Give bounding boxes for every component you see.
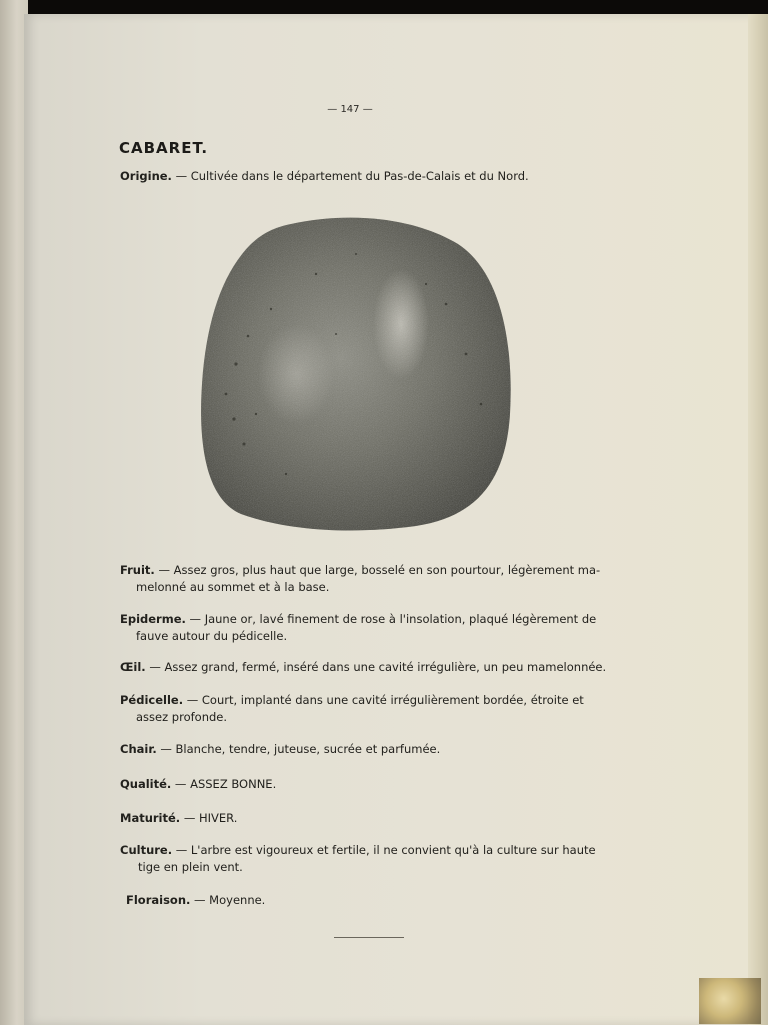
chair-label: Chair. <box>120 742 157 756</box>
fruit-line-1 <box>120 562 610 579</box>
oeil-text: — Assez grand, fermé, inséré dans une cavité irrégulière, un peu mamelonnée. <box>145 660 607 674</box>
epiderme-text-1: — Jaune or, lavé finement de rose à l'insolation, plaqué légèrement de <box>185 612 597 626</box>
epiderme-line-1 <box>120 611 610 628</box>
end-rule <box>334 937 404 938</box>
page-stack-edge <box>748 14 768 1025</box>
origin-text: — Cultivée dans le département du Pas-de-Calais et du Nord. <box>171 169 529 183</box>
maturite-line <box>120 810 610 827</box>
floraison-text: — Moyenne. <box>190 893 266 907</box>
epiderme-line-2: fauve autour du pédicelle. <box>136 629 288 643</box>
pedicelle-line-2: assez profonde. <box>136 710 228 724</box>
qualite-label: Qualité. <box>120 777 172 791</box>
origin-label: Origine. <box>120 169 172 183</box>
fruit-line-2: melonné au sommet et à la base. <box>136 580 330 594</box>
pedicelle-line-1 <box>120 692 610 709</box>
fruit-label: Fruit. <box>120 563 155 577</box>
chair-text: — Blanche, tendre, juteuse, sucrée et parfumée. <box>156 742 441 756</box>
oeil-line <box>120 659 610 676</box>
maturite-text: — HIVER. <box>180 811 238 825</box>
oeil-label: Œil. <box>120 660 146 674</box>
floraison-line <box>126 892 616 909</box>
origin-line <box>120 168 610 185</box>
chair-line <box>120 741 610 758</box>
maturite-label: Maturité. <box>120 811 181 825</box>
floraison-label: Floraison. <box>126 893 191 907</box>
pedicelle-text-1: — Court, implanté dans une cavité irrégulièrement bordée, étroite et <box>183 693 584 707</box>
qualite-text: — ASSEZ BONNE. <box>171 777 277 791</box>
culture-line-1 <box>120 842 610 859</box>
apple-illustration <box>196 214 516 532</box>
culture-line-2: tige en plein vent. <box>138 860 243 874</box>
epiderme-label: Epiderme. <box>120 612 186 626</box>
page-number: — 147 — <box>327 104 373 115</box>
watermark-thumbnail <box>699 978 761 1024</box>
pedicelle-label: Pédicelle. <box>120 693 184 707</box>
culture-text-1: — L'arbre est vigoureux et fertile, il ne convient qu'à la culture sur haute <box>172 843 596 857</box>
culture-label: Culture. <box>120 843 173 857</box>
entry-title: CABARET. <box>119 139 209 157</box>
fruit-text-1: — Assez gros, plus haut que large, bosselé en son pourtour, légèrement ma- <box>154 563 601 577</box>
qualite-line <box>120 776 610 793</box>
